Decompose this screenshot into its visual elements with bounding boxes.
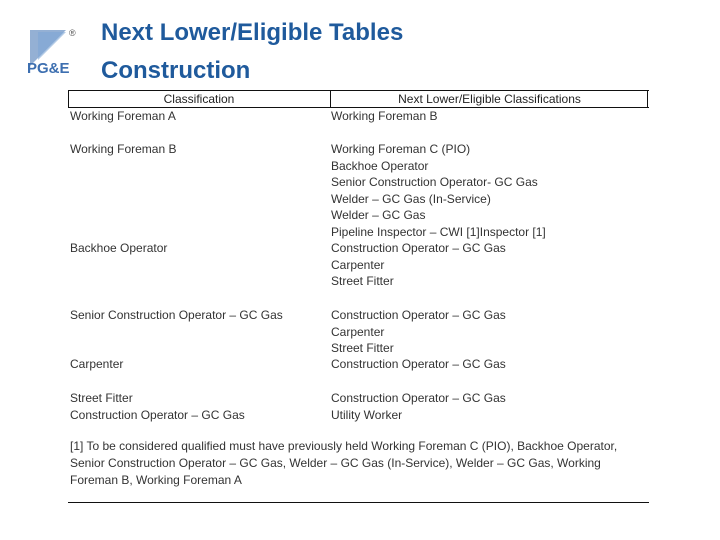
col-header-next-lower: Next Lower/Eligible Classifications: [398, 92, 581, 106]
next-lower-line: Working Foreman C (PIO): [331, 142, 471, 156]
row-2-next-lower: [331, 240, 506, 290]
row-3-classification: [70, 307, 283, 324]
classification-line: Working Foreman B: [70, 142, 177, 156]
classification-line: Working Foreman A: [70, 109, 176, 123]
row-4-classification: [70, 356, 123, 373]
next-lower-line: Backhoe Operator: [331, 158, 429, 173]
table-header: [68, 90, 649, 107]
classification-table: [68, 90, 649, 107]
footnote: [1] To be considered qualified must have previously held Working Foreman C (PIO), Backhoe Operator, Senior Construction Operator – GC Gas, Welder – GC Gas (In-Service), Welder – GC Gas, Working Foreman B, Working Foreman A: [70, 439, 618, 487]
page-title: [101, 14, 403, 90]
classification-line: Street Fitter: [70, 391, 133, 405]
next-lower-line: Welder – GC Gas (In-Service): [331, 191, 491, 206]
classification-line: Carpenter: [70, 357, 124, 371]
next-lower-line: Street Fitter: [331, 341, 394, 356]
next-lower-line: Street Fitter: [331, 274, 394, 289]
next-lower-line: Construction Operator – GC Gas: [331, 357, 506, 371]
row-0-classification: [70, 108, 176, 125]
title-line-1: Next Lower/Eligible Tables: [101, 19, 404, 46]
next-lower-line: Construction Operator – GC Gas: [331, 308, 506, 322]
header-divider-right: [647, 91, 648, 107]
row-1-next-lower: [331, 141, 546, 241]
next-lower-line: Construction Operator – GC Gas: [331, 241, 506, 255]
next-lower-line: Senior Construction Operator- GC Gas: [331, 175, 538, 190]
row-1-classification: [70, 141, 176, 158]
next-lower-line: Construction Operator – GC Gas: [331, 391, 506, 405]
row-5-classification: [70, 390, 245, 423]
row-2-classification: [70, 240, 167, 257]
next-lower-line: Carpenter: [331, 324, 385, 339]
title-line-2: Construction: [101, 57, 251, 84]
row-3-next-lower: [331, 307, 506, 357]
pge-logo: [22, 22, 78, 78]
next-lower-line: Working Foreman B: [331, 109, 438, 123]
next-lower-line: Welder – GC Gas: [331, 208, 426, 223]
classification-line: Construction Operator – GC Gas: [70, 407, 245, 422]
bottom-rule: [68, 502, 649, 503]
row-4-next-lower: [331, 356, 506, 373]
col-header-classification: Classification: [163, 92, 235, 106]
classification-line: Backhoe Operator: [70, 241, 168, 255]
next-lower-line: Carpenter: [331, 257, 385, 272]
row-0-next-lower: [331, 108, 437, 125]
registered-mark: ®: [69, 28, 76, 38]
classification-line: Senior Construction Operator – GC Gas: [70, 308, 283, 322]
next-lower-line: Utility Worker: [331, 407, 403, 422]
logo-text: PG&E: [27, 60, 70, 77]
next-lower-line: Pipeline Inspector – CWI [1]Inspector [1]: [331, 224, 546, 239]
row-5-next-lower: [331, 390, 506, 423]
